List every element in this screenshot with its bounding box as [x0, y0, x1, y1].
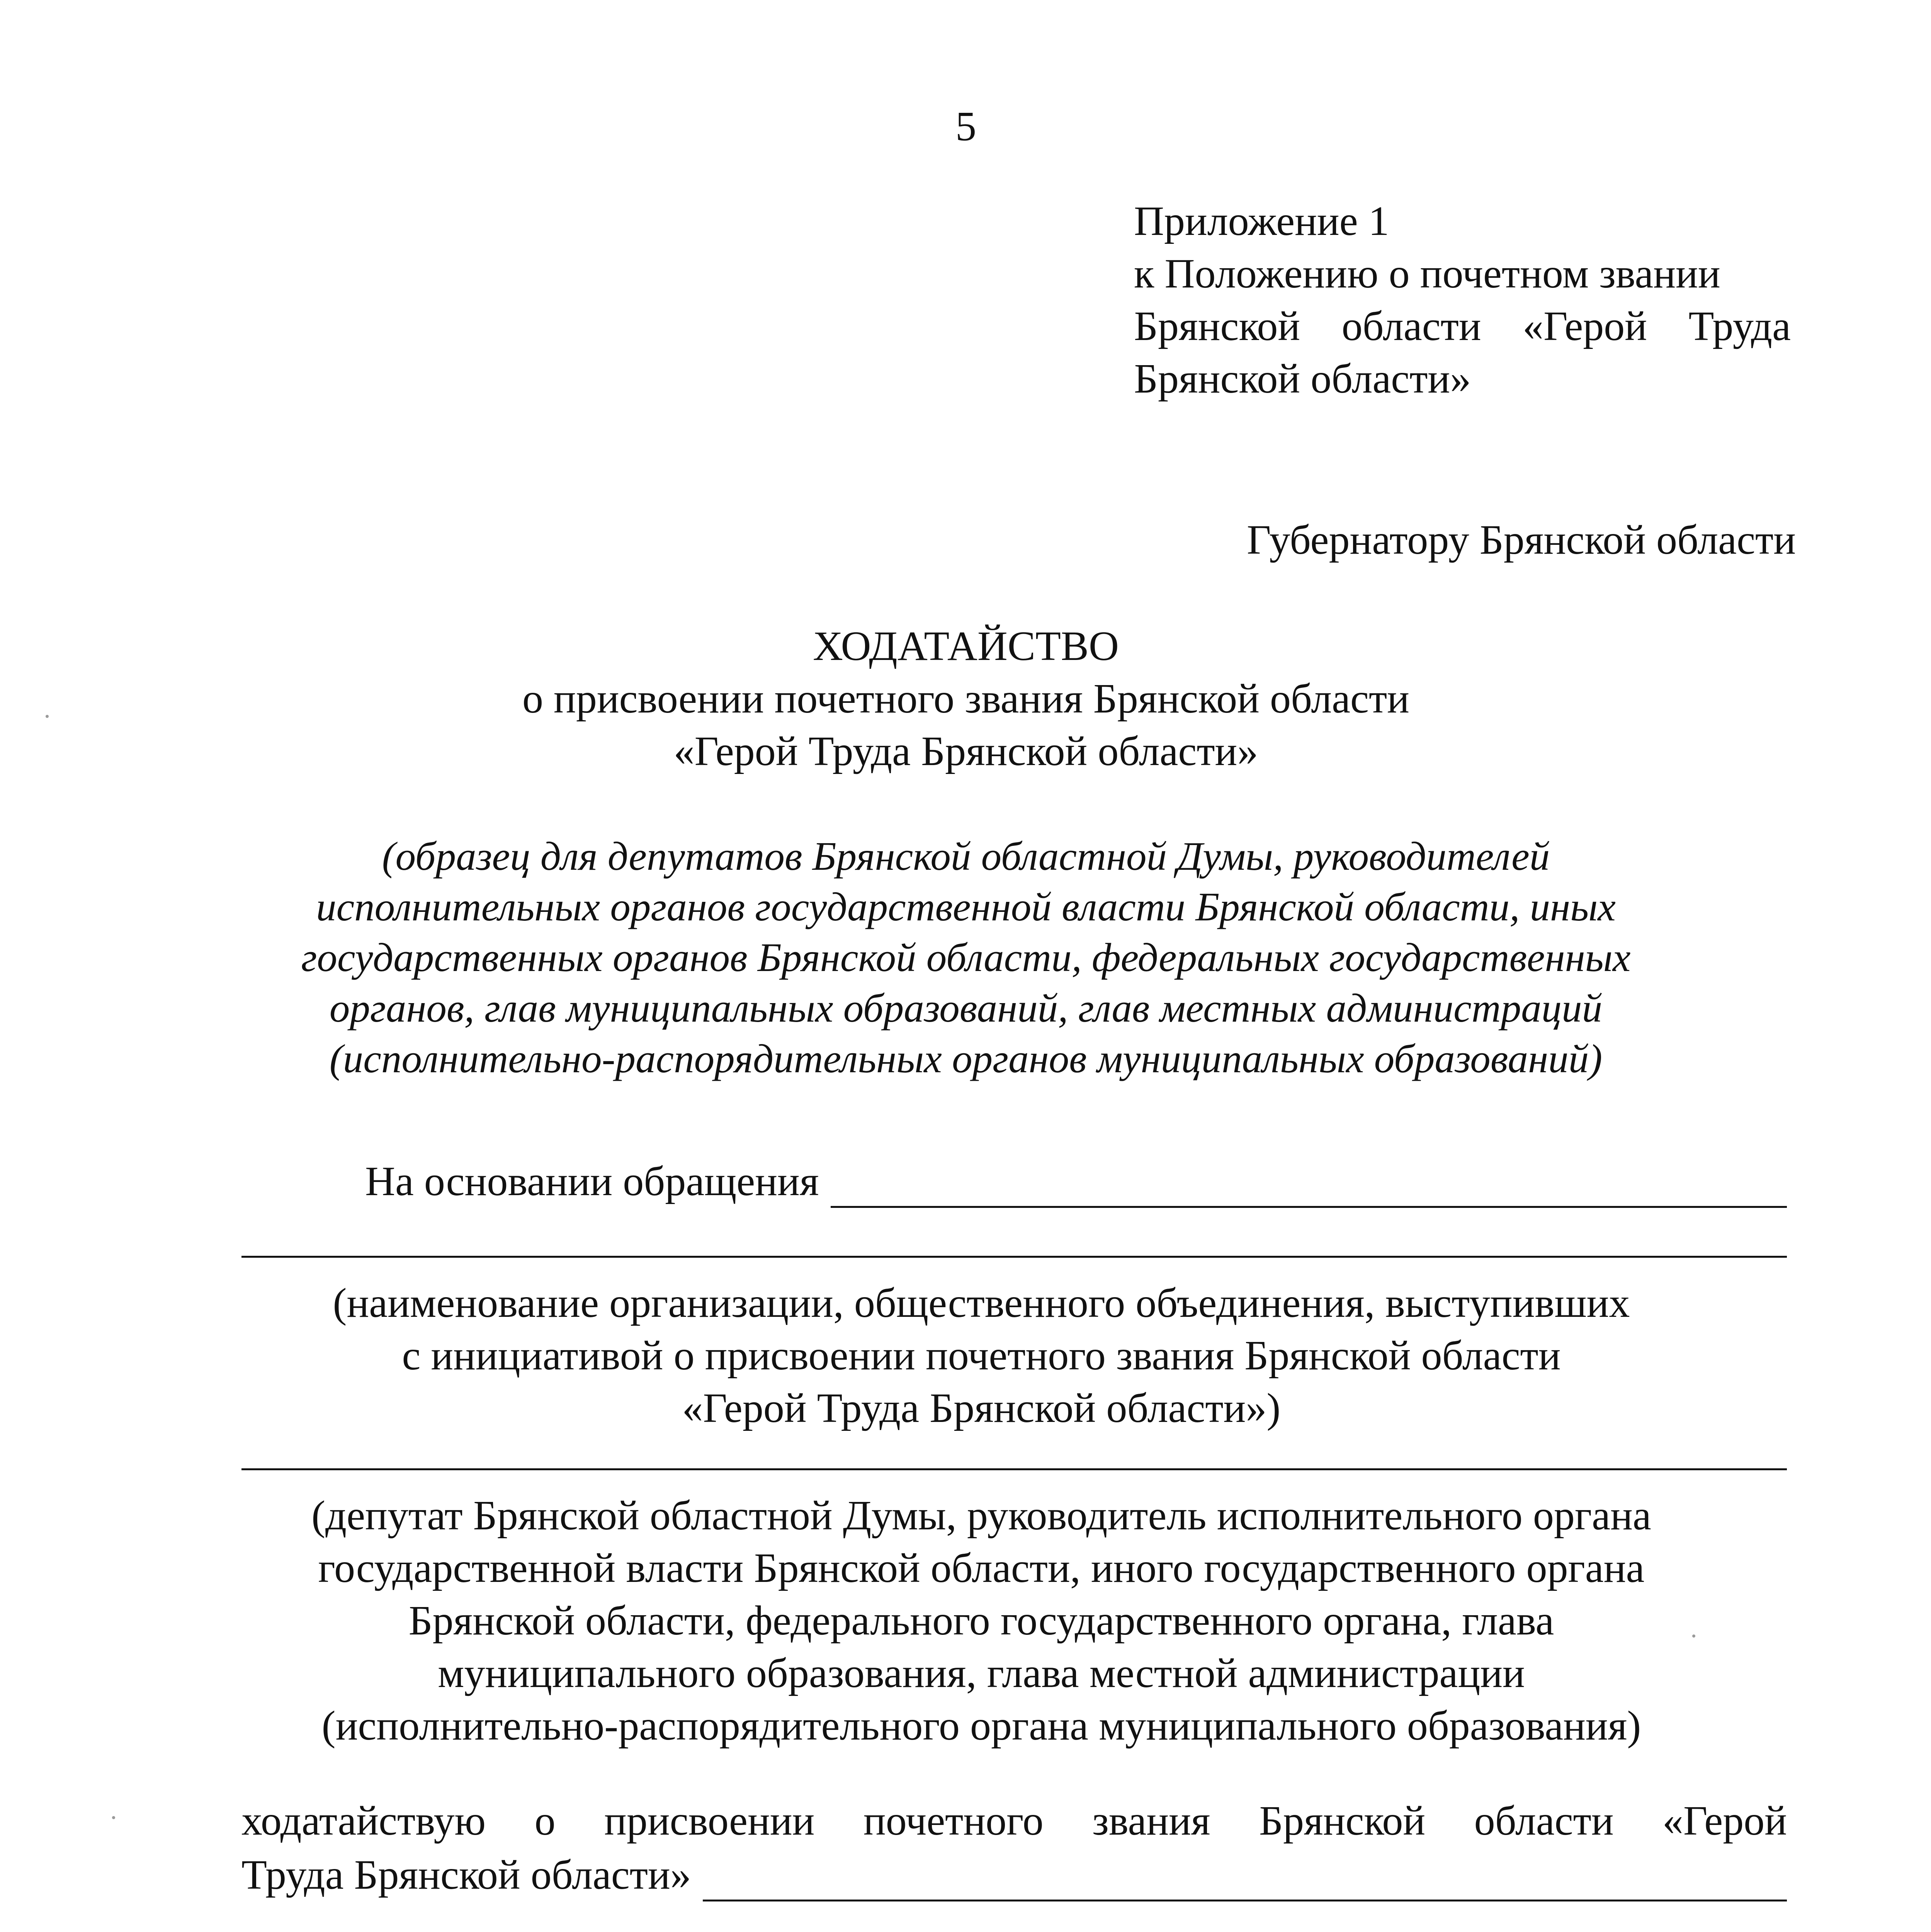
applicant-caption-line: (исполнительно-распорядительного органа муниципального образования) [321, 1703, 1641, 1749]
appendix-line-4: Брянской области» [1134, 356, 1471, 402]
scan-speck [1692, 1634, 1695, 1638]
scan-speck [46, 715, 49, 718]
petition-row [241, 1849, 1787, 1901]
applicant-caption-line: государственной власти Брянской области, иного государственного органа [318, 1545, 1645, 1591]
basis-label: На основании обращения [365, 1158, 819, 1204]
title-block [232, 620, 1700, 778]
basis-caption-line: с инициативой о присвоении почетного звания Брянской области [402, 1333, 1561, 1379]
applicant-blank-line[interactable] [241, 1468, 1787, 1470]
scan-speck [112, 1816, 115, 1819]
document-subtitle-1: о присвоении почетного звания Брянской области [522, 676, 1409, 722]
petition-line-2: Труда Брянской области» [241, 1852, 691, 1898]
page-number: 5 [955, 104, 976, 150]
appendix-block [1134, 195, 1791, 405]
basis-caption [216, 1277, 1746, 1435]
appendix-line-1: Приложение 1 [1134, 198, 1389, 244]
sample-note-line: государственных органов Брянской области, федеральных государственных [301, 935, 1631, 980]
basis-blank-line-2[interactable] [241, 1256, 1787, 1258]
addressee: Губернатору Брянской области [1247, 517, 1796, 563]
sample-note-line: (образец для депутатов Брянской областной Думы, руководителей [382, 833, 1550, 879]
applicant-caption-line: Брянской области, федерального государственного органа, глава [408, 1598, 1554, 1644]
sample-note-line: органов, глав муниципальных образований, глав местных администраций [329, 985, 1603, 1031]
applicant-caption-line: муниципального образования, глава местной администрации [438, 1650, 1525, 1696]
sample-note [201, 831, 1731, 1084]
document-title: ХОДАТАЙСТВО [813, 623, 1119, 669]
appendix-line-3: Брянской области «Герой Труда [1134, 303, 1791, 349]
document-subtitle-2: «Герой Труда Брянской области» [673, 728, 1258, 774]
applicant-caption [216, 1490, 1746, 1752]
basis-caption-line: «Герой Труда Брянской области») [682, 1385, 1281, 1431]
sample-note-line: (исполнительно-распорядительных органов муниципальных образований) [329, 1036, 1603, 1081]
appendix-line-2: к Положению о почетном звании [1134, 251, 1720, 297]
sample-note-line: исполнительных органов государственной власти Брянской области, иных [316, 884, 1616, 929]
basis-caption-line: (наименование организации, общественного объединения, выступивших [333, 1280, 1630, 1326]
petition-line-1: ходатайствую о присвоении почетного звания Брянской области «Герой [241, 1798, 1787, 1844]
applicant-caption-line: (депутат Брянской областной Думы, руководитель исполнительного органа [311, 1493, 1651, 1539]
basis-row [365, 1155, 1787, 1208]
candidate-blank-field[interactable] [703, 1865, 1787, 1901]
basis-blank-field[interactable] [831, 1171, 1787, 1208]
